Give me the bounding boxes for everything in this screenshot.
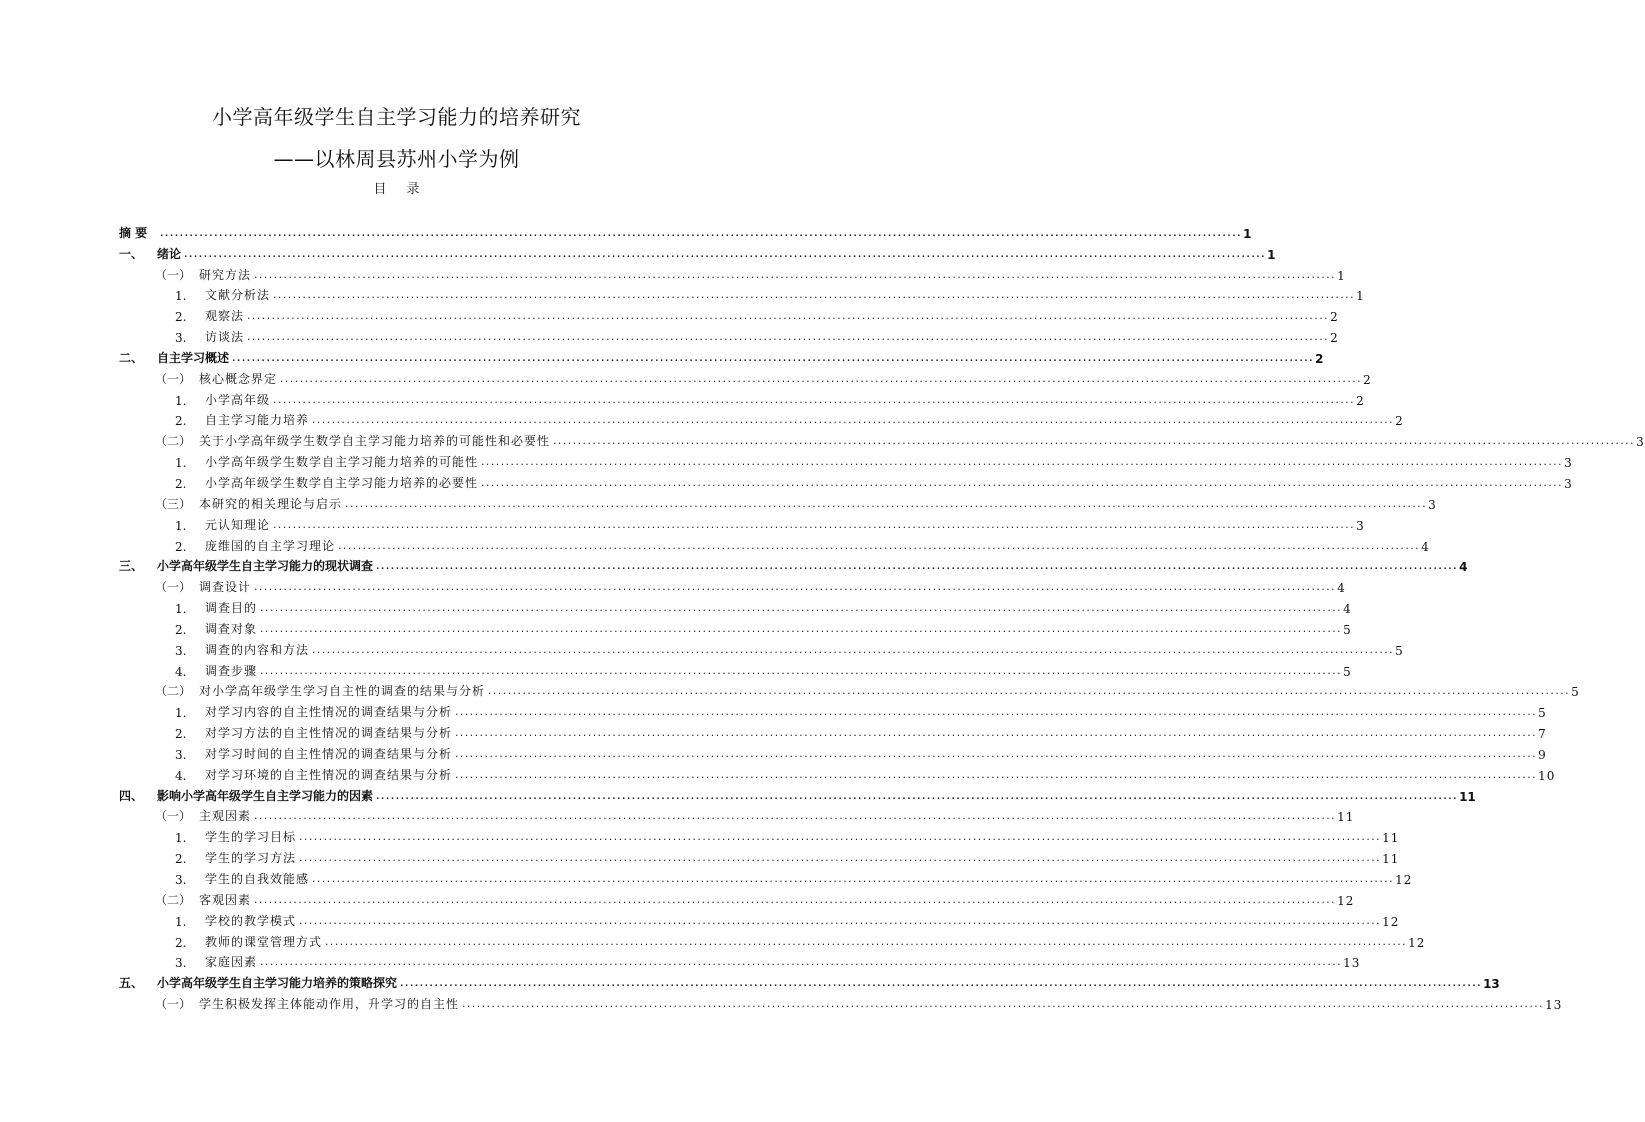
toc-entry-label: 学生的自我效能感 (205, 872, 310, 886)
toc-entry-number: 2. (175, 310, 187, 325)
toc-entry-number: 1. (175, 914, 187, 929)
toc-entry-page-number: 2 (1363, 372, 1372, 387)
toc-entry-number: （一） (155, 267, 192, 282)
document-title: 小学高年级学生自主学习能力的培养研究 (212, 105, 581, 129)
toc-entry-label: 影响小学高年级学生自主学习能力的因素 (157, 788, 374, 803)
toc-entry[interactable] (119, 283, 1365, 304)
toc-entry-label: 自主学习能力培养 (205, 413, 310, 428)
toc-leader-dots: ............................................................................................................................................................................................................................ (183, 249, 1266, 260)
toc-entry[interactable] (119, 616, 1352, 637)
toc-leader-dots: ............................................................................................................................................................................................................................ (311, 875, 1394, 885)
toc-entry-label: 小学高年级 (205, 392, 271, 407)
toc-entry-page-number: 11 (1382, 852, 1400, 867)
toc-entry[interactable] (119, 324, 1339, 346)
toc-entry-page-number: 1 (1243, 226, 1252, 241)
toc-entry-number: （二） (155, 892, 192, 907)
toc-leader-dots: ............................................................................................................................................................................................................................ (375, 562, 1458, 573)
toc-entry-page-number: 13 (1343, 956, 1361, 971)
toc-entry-label: 主观因素 (199, 809, 252, 824)
toc-entry-number: （一） (155, 997, 192, 1012)
toc-entry[interactable] (119, 991, 1563, 1013)
toc-entry-number: 1. (175, 289, 187, 304)
toc-entry-page-number: 5 (1343, 664, 1352, 679)
toc-entry-page-number: 1 (1337, 268, 1346, 283)
toc-entry-page-number: 5 (1395, 643, 1404, 658)
toc-leader-dots: ............................................................................................................................................................................................................................ (272, 395, 1355, 406)
toc-entry-number: 2. (175, 476, 187, 491)
toc-entry-label: 观察法 (205, 309, 245, 324)
toc-entry[interactable] (119, 428, 1645, 450)
toc-entry-number: 4. (175, 768, 187, 783)
toc-entry-page-number: 4 (1337, 581, 1346, 596)
toc-leader-dots: ............................................................................................................................................................................................................................ (298, 833, 1381, 844)
toc-entry-number: 1. (175, 831, 187, 846)
toc-leader-dots: ............................................................................................................................................................................................................................ (454, 770, 1537, 781)
toc-leader-dots: ............................................................................................................................................................................................................................ (253, 583, 1336, 594)
toc-entry-label: 小学高年级学生数学自主学习能力培养的可能性 (205, 455, 479, 470)
toc-entry[interactable] (119, 554, 1468, 575)
toc-entry-page-number: 2 (1395, 414, 1404, 429)
toc-entry-page-number: 13 (1545, 998, 1563, 1013)
toc-entry-number: 1. (175, 393, 187, 408)
toc-entry-label: 学生积极发挥主体能动作用，升学习的自主性 (199, 997, 460, 1012)
toc-leader-dots: ............................................................................................................................................................................................................................ (259, 666, 1342, 677)
toc-heading-char: 目 (373, 182, 387, 197)
toc-entry-page-number: 1 (1356, 289, 1365, 304)
toc-entry-number: 2. (175, 727, 187, 742)
toc-leader-dots: ............................................................................................................................................................................................................................ (454, 749, 1537, 760)
toc-entry[interactable] (119, 533, 1430, 554)
toc-entry-number: （二） (155, 684, 192, 699)
toc-entry-number: 2. (175, 539, 187, 554)
toc-entry-page-number: 4 (1421, 539, 1430, 554)
toc-leader-dots: ............................................................................................................................................................................................................................ (454, 729, 1537, 740)
toc-entry-number: 2. (175, 414, 187, 429)
toc-leader-dots: ............................................................................................................................................................................................................................ (344, 499, 1427, 510)
toc-leader-dots: ............................................................................................................................................................................................................................ (253, 812, 1336, 823)
toc-entry[interactable] (119, 366, 1372, 387)
toc-entry-number: 1. (175, 602, 187, 617)
toc-entry-page-number: 3 (1356, 518, 1365, 533)
toc-heading (0, 181, 793, 199)
toc-entry-label: 研究方法 (199, 267, 252, 282)
toc-leader-dots: ............................................................................................................................................................................................................................ (487, 687, 1570, 698)
toc-entry-label: 庞维国的自主学习理论 (205, 538, 336, 553)
toc-entry-page-number: 3 (1564, 456, 1573, 471)
toc-entry-page-number: 1 (1267, 247, 1276, 262)
toc-entry-page-number: 3 (1636, 435, 1645, 450)
toc-entry-page-number: 12 (1408, 935, 1426, 950)
toc-entry-number: （一） (155, 580, 192, 595)
toc-leader-dots: ............................................................................................................................................................................................................................ (253, 270, 1336, 281)
toc-entry-number: 2. (175, 852, 187, 867)
toc-leader-dots: ............................................................................................................................................................................................................................ (375, 791, 1458, 802)
toc-leader-dots: ............................................................................................................................................................................................................................ (399, 979, 1482, 990)
toc-entry-page-number: 11 (1459, 789, 1476, 804)
toc-entry-label: 关于小学高年级学生数学自主学习能力培养的可能性和必要性 (199, 434, 551, 449)
toc-entry-label: 调查设计 (199, 580, 252, 595)
toc-entry[interactable] (119, 449, 1573, 471)
table-of-contents (119, 220, 1645, 1013)
toc-heading-char: 录 (406, 182, 420, 197)
toc-entry-page-number: 12 (1337, 893, 1355, 908)
toc-leader-dots: ............................................................................................................................................................................................................................ (259, 958, 1342, 969)
toc-entry-page-number: 5 (1343, 622, 1352, 637)
toc-entry-number: 一、 (119, 246, 144, 261)
toc-entry-number: 五、 (119, 976, 144, 991)
toc-entry-page-number: 10 (1538, 768, 1556, 783)
toc-entry-number: 1. (175, 706, 187, 721)
toc-entry-label: 核心概念界定 (199, 371, 278, 386)
toc-leader-dots: ............................................................................................................................................................................................................................ (246, 333, 1329, 344)
toc-entry[interactable] (119, 845, 1400, 867)
toc-leader-dots: ............................................................................................................................................................................................................................ (324, 937, 1407, 948)
toc-entry-number: 3. (175, 873, 187, 887)
toc-leader-dots: ............................................................................................................................................................................................................................ (272, 291, 1355, 302)
toc-entry[interactable] (119, 512, 1365, 533)
toc-entry-label: 元认知理论 (205, 517, 271, 532)
toc-entry-page-number: 7 (1538, 727, 1547, 742)
toc-entry-label: 小学高年级学生自主学习能力培养的策略探究 (157, 976, 398, 991)
toc-leader-dots: ............................................................................................................................................................................................................................ (259, 604, 1342, 615)
toc-entry-page-number: 13 (1483, 977, 1500, 992)
toc-entry[interactable] (119, 970, 1500, 992)
toc-entry[interactable] (119, 303, 1339, 325)
toc-entry-label: 访谈法 (205, 330, 245, 345)
toc-entry-number: 四、 (119, 788, 144, 803)
toc-entry[interactable] (119, 491, 1437, 512)
toc-entry[interactable] (119, 866, 1413, 887)
toc-entry-label: 学生的学习方法 (205, 851, 297, 866)
toc-entry-label: 调查对象 (205, 621, 258, 636)
toc-entry-page-number: 3 (1564, 476, 1573, 491)
toc-leader-dots: ............................................................................................................................................................................................................................ (480, 478, 1563, 489)
toc-entry-page-number: 11 (1337, 810, 1355, 825)
toc-entry-number: 2. (175, 935, 187, 950)
toc-entry[interactable] (119, 762, 1556, 783)
toc-entry[interactable] (119, 470, 1573, 491)
toc-entry-label: 本研究的相关理论与启示 (199, 496, 343, 511)
toc-entry[interactable] (119, 699, 1547, 721)
toc-entry-number: 1. (175, 456, 187, 471)
toc-entry-page-number: 2 (1315, 351, 1324, 366)
toc-entry-label: 对学习时间的自主性情况的调查结果与分析 (205, 746, 453, 761)
toc-entry[interactable] (119, 345, 1324, 366)
toc-entry-label: 调查目的 (205, 601, 258, 616)
toc-entry-label: 文献分析法 (205, 288, 271, 303)
toc-entry[interactable] (119, 929, 1426, 950)
toc-entry[interactable] (119, 804, 1355, 825)
toc-leader-dots: ............................................................................................................................................................................................................................ (298, 854, 1381, 865)
toc-entry-page-number: 3 (1428, 497, 1437, 512)
toc-entry-label: 小学高年级学生自主学习能力的现状调查 (157, 559, 374, 574)
toc-entry-label: 对小学高年级学生学习自主性的调查的结果与分析 (199, 684, 486, 699)
toc-entry[interactable] (119, 741, 1547, 762)
toc-leader-dots: ............................................................................................................................................................................................................................ (337, 541, 1420, 552)
toc-entry-label: 学生的学习目标 (205, 830, 297, 845)
toc-entry-page-number: 5 (1571, 685, 1580, 700)
toc-leader-dots: ............................................................................................................................................................................................................................ (159, 228, 1242, 239)
toc-entry-page-number: 12 (1395, 873, 1413, 887)
toc-entry[interactable] (119, 595, 1352, 617)
toc-entry-page-number: 4 (1459, 560, 1468, 575)
toc-entry-number: （二） (155, 434, 192, 449)
toc-entry-number: 摘 要 (119, 225, 148, 240)
toc-entry-number: 1. (175, 518, 187, 533)
document-subtitle: ——以林周县苏州小学为例 (273, 147, 520, 171)
toc-entry-number: 3. (175, 956, 187, 971)
toc-leader-dots: ............................................................................................................................................................................................................................ (552, 437, 1635, 448)
toc-entry-page-number: 12 (1382, 914, 1400, 929)
toc-entry-label: 对学习内容的自主性情况的调查结果与分析 (205, 705, 453, 720)
toc-entry-page-number: 2 (1356, 393, 1365, 408)
toc-entry-page-number: 2 (1330, 331, 1339, 346)
toc-entry-number: 二、 (119, 350, 144, 365)
toc-entry[interactable] (119, 783, 1476, 804)
toc-leader-dots: ............................................................................................................................................................................................................................ (311, 416, 1394, 427)
toc-entry-label: 对学习方法的自主性情况的调查结果与分析 (205, 726, 453, 741)
toc-entry-page-number: 11 (1382, 831, 1400, 846)
toc-entry-label: 调查的内容和方法 (205, 642, 310, 657)
toc-entry[interactable] (119, 262, 1346, 283)
toc-entry-number: （三） (155, 496, 192, 511)
toc-leader-dots: ............................................................................................................................................................................................................................ (311, 645, 1394, 656)
toc-entry[interactable] (119, 241, 1276, 262)
toc-entry-label: 教师的课堂管理方式 (205, 934, 323, 949)
toc-entry-label: 绪论 (157, 246, 182, 261)
toc-entry[interactable] (119, 658, 1352, 679)
toc-entry[interactable] (119, 720, 1547, 742)
toc-entry-number: 3. (175, 643, 187, 658)
toc-leader-dots: ............................................................................................................................................................................................................................ (298, 916, 1381, 927)
toc-entry-label: 自主学习概述 (157, 350, 230, 365)
toc-entry[interactable] (119, 387, 1365, 408)
toc-entry-number: 3. (175, 747, 187, 762)
toc-leader-dots: ............................................................................................................................................................................................................................ (461, 1000, 1544, 1011)
toc-leader-dots: ............................................................................................................................................................................................................................ (279, 374, 1362, 385)
toc-leader-dots: ............................................................................................................................................................................................................................ (231, 353, 1314, 364)
toc-entry-page-number: 2 (1330, 310, 1339, 325)
toc-entry-label: 调查步骤 (205, 663, 258, 678)
toc-entry[interactable] (119, 408, 1404, 429)
toc-leader-dots: ............................................................................................................................................................................................................................ (480, 458, 1563, 469)
toc-entry-page-number: 9 (1538, 747, 1547, 762)
toc-entry[interactable] (119, 950, 1361, 971)
toc-entry-page-number: 4 (1343, 602, 1352, 617)
toc-entry-label: 客观因素 (199, 892, 252, 907)
toc-entry-label: 家庭因素 (205, 955, 258, 970)
toc-leader-dots: ............................................................................................................................................................................................................................ (272, 520, 1355, 531)
toc-entry-number: 3. (175, 331, 187, 346)
toc-entry-label: 学校的教学模式 (205, 913, 297, 928)
toc-entry-number: 2. (175, 622, 187, 637)
toc-entry[interactable] (119, 220, 1252, 241)
toc-entry[interactable] (119, 679, 1580, 700)
toc-entry-number: 三、 (119, 559, 144, 574)
toc-leader-dots: ............................................................................................................................................................................................................................ (259, 624, 1342, 635)
toc-entry-number: 4. (175, 664, 187, 679)
toc-entry[interactable] (119, 824, 1400, 846)
toc-entry-label: 对学习环境的自主性情况的调查结果与分析 (205, 767, 453, 782)
toc-entry-number: （一） (155, 371, 192, 386)
toc-entry[interactable] (119, 887, 1355, 908)
toc-entry[interactable] (119, 637, 1404, 658)
toc-leader-dots: ............................................................................................................................................................................................................................ (246, 312, 1329, 323)
toc-entry-page-number: 5 (1538, 706, 1547, 721)
toc-entry-number: （一） (155, 809, 192, 824)
toc-entry-label: 小学高年级学生数学自主学习能力培养的必要性 (205, 475, 479, 490)
toc-leader-dots: ............................................................................................................................................................................................................................ (454, 708, 1537, 719)
toc-entry[interactable] (119, 908, 1400, 929)
toc-leader-dots: ............................................................................................................................................................................................................................ (253, 895, 1336, 906)
toc-entry[interactable] (119, 574, 1346, 596)
